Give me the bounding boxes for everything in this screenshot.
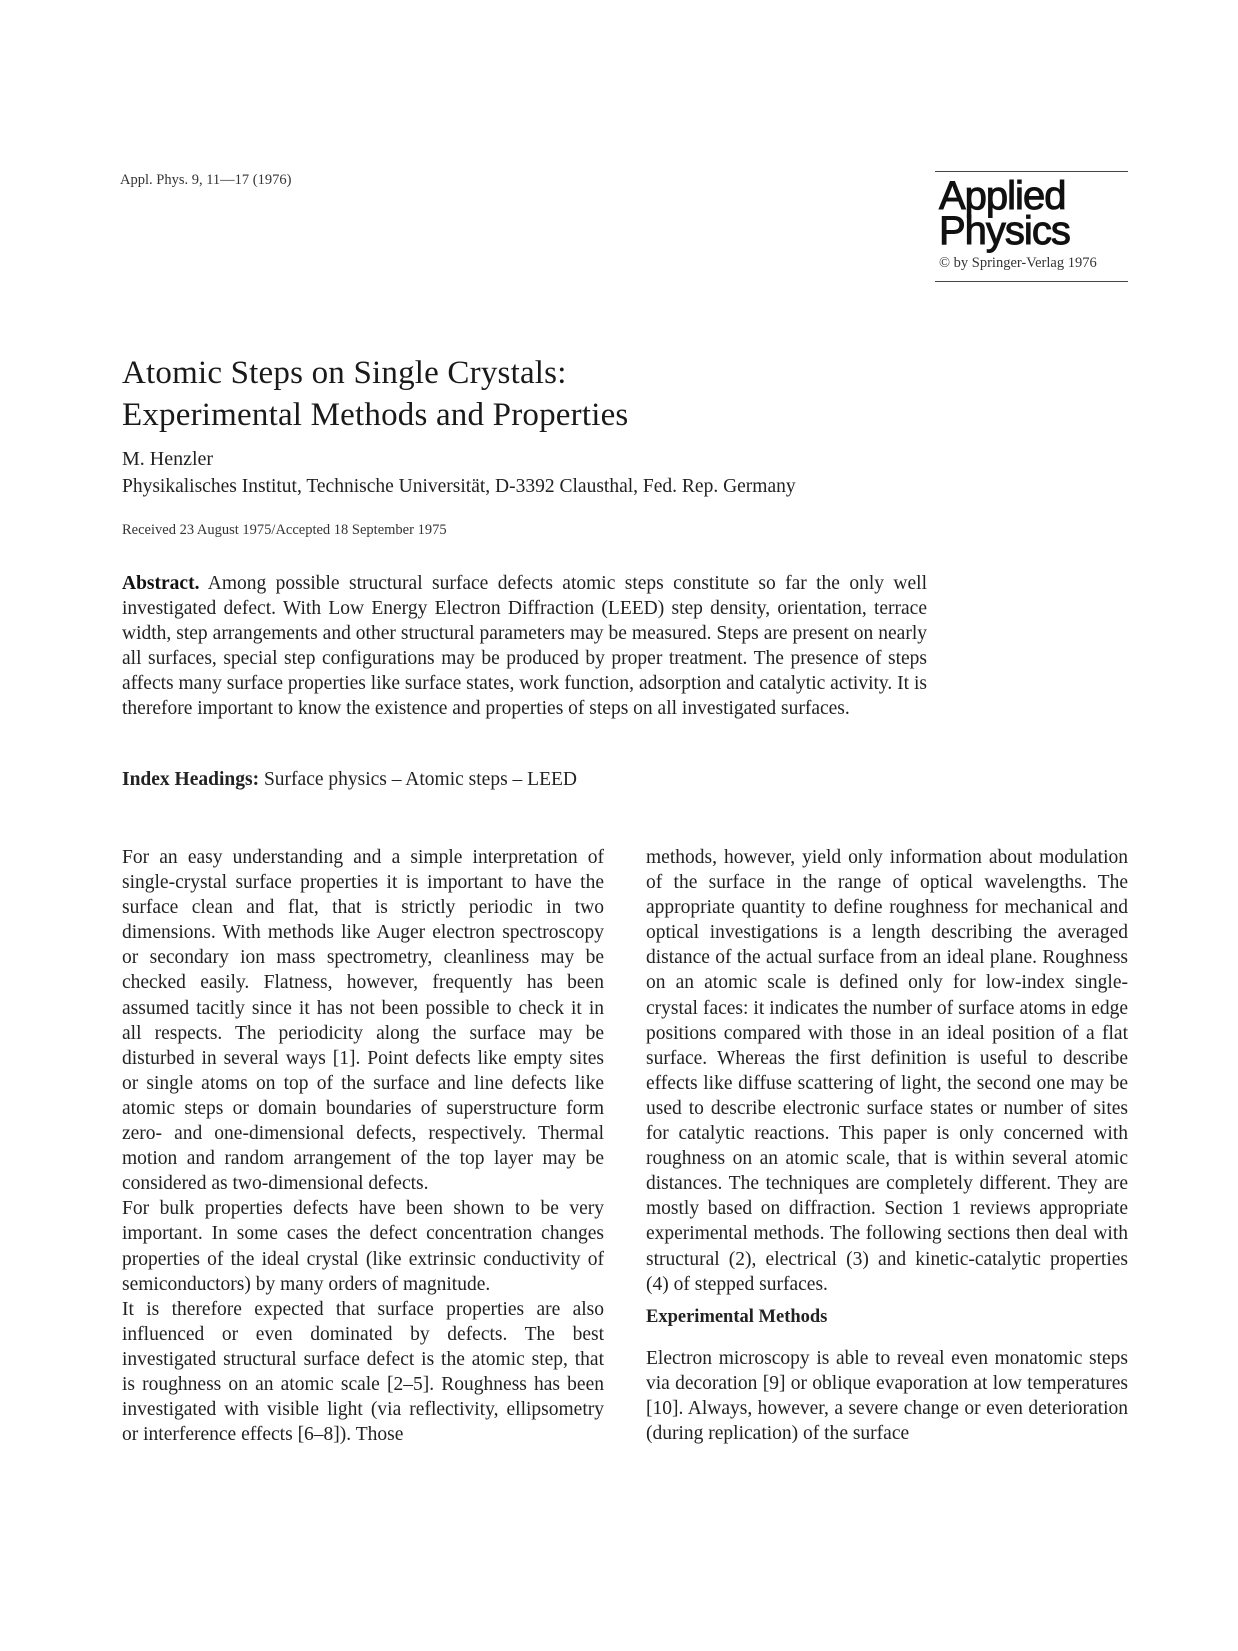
author-affiliation: Physikalisches Institut, Technische Universität, D-3392 Clausthal, Fed. Rep. Germany xyxy=(122,476,796,497)
index-headings-label: Index Headings: xyxy=(122,769,260,790)
logo-top-rule xyxy=(935,171,1128,172)
journal-citation: Appl. Phys. 9, 11—17 (1976) xyxy=(120,172,292,188)
logo-line-physics: Physics xyxy=(939,209,1070,253)
index-headings xyxy=(122,769,577,791)
body-paragraph: It is therefore expected that surface properties are also influenced or even dominated by defects. The best investigated structural surface defect is the atomic step, that is roughness on an atomic scale [2–5]. Roughness has been investigated with visible light (via reflectivity, ellipsometry or interference effects [6–8]). Those xyxy=(122,1298,604,1446)
body-paragraph: For an easy understanding and a simple interpretation of single-crystal surface properties it is important to have the surface clean and flat, that is strictly periodic in two dimensions. With methods like Auger electron spectroscopy or secondary ion mass spectrometry, cleanliness may be checked easily. Flatness, however, frequently has been assumed tacitly since it has not been possible to check it in all respects. The periodicity along the surface may be disturbed in several ways [1]. Point defects like empty sites or single atoms on top of the surface and line defects like atomic steps or domain boundaries of superstructure form zero- and one-dimensional defects, respectively. Thermal motion and random arrangement of the top layer may be considered as two-dimensional defects. xyxy=(122,847,604,1195)
body-column-right xyxy=(646,845,1128,1446)
author-name: M. Henzler xyxy=(122,448,214,470)
body-paragraph: Electron microscopy is able to reveal even monatomic steps via decoration [9] or oblique evaporation at low temperatures [10]. Always, however, a severe change or even deterioration (during replication) of the surface xyxy=(646,1347,1128,1445)
section-heading: Experimental Methods xyxy=(646,1306,828,1327)
article-title-line1: Atomic Steps on Single Crystals: xyxy=(122,355,567,391)
logo-bottom-rule xyxy=(935,281,1128,282)
received-dates: Received 23 August 1975/Accepted 18 September 1975 xyxy=(122,522,447,538)
copyright-notice: © by Springer-Verlag 1976 xyxy=(939,255,1097,271)
abstract-label: Abstract. xyxy=(122,573,200,594)
body-paragraph: For bulk properties defects have been shown to be very important. In some cases the defect concentration changes properties of the ideal crystal (like extrinsic conductivity of semiconductors) by many orders of magnitude. xyxy=(122,1198,604,1295)
index-headings-text: Surface physics – Atomic steps – LEED xyxy=(263,769,577,790)
logo-line-applied: Applied xyxy=(939,174,1066,218)
body-column-left xyxy=(122,845,604,1447)
abstract xyxy=(122,571,927,721)
abstract-text: Among possible structural surface defects atomic steps constitute so far the only well investigated defect. With Low Energy Electron Diffraction (LEED) step density, orientation, terrace width, step arrangements and other structural parameters may be measured. Steps are present on nearly all surfaces, special step configurations may be produced by proper treatment. The presence of steps affects many surface properties like surface states, work function, adsorption and catalytic activity. It is therefore important to know the existence and properties of steps on all investigated surfaces. xyxy=(122,573,927,719)
journal-logo xyxy=(935,171,1128,281)
article-title-line2: Experimental Methods and Properties xyxy=(122,397,629,433)
body-paragraph: methods, however, yield only information about modulation of the surface in the range of optical wavelengths. The appropriate quantity to define roughness for mechanical and optical investigations is a length describing the averaged distance of the actual surface from an ideal plane. Roughness on an atomic scale is defined only for low-index single-crystal faces: it indicates the number of surface atoms in edge positions compared with those in an ideal position of a flat surface. Whereas the first definition is useful to describe effects like diffuse scattering of light, the second one may be used to describe electronic surface states or number of sites for catalytic reactions. This paper is only concerned with roughness on an atomic scale, that is within several atomic distances. The techniques are completely different. They are mostly based on diffraction. Section 1 reviews appropriate experimental methods. The following sections then deal with structural (2), electrical (3) and kinetic-catalytic properties (4) of stepped surfaces. xyxy=(646,847,1128,1295)
